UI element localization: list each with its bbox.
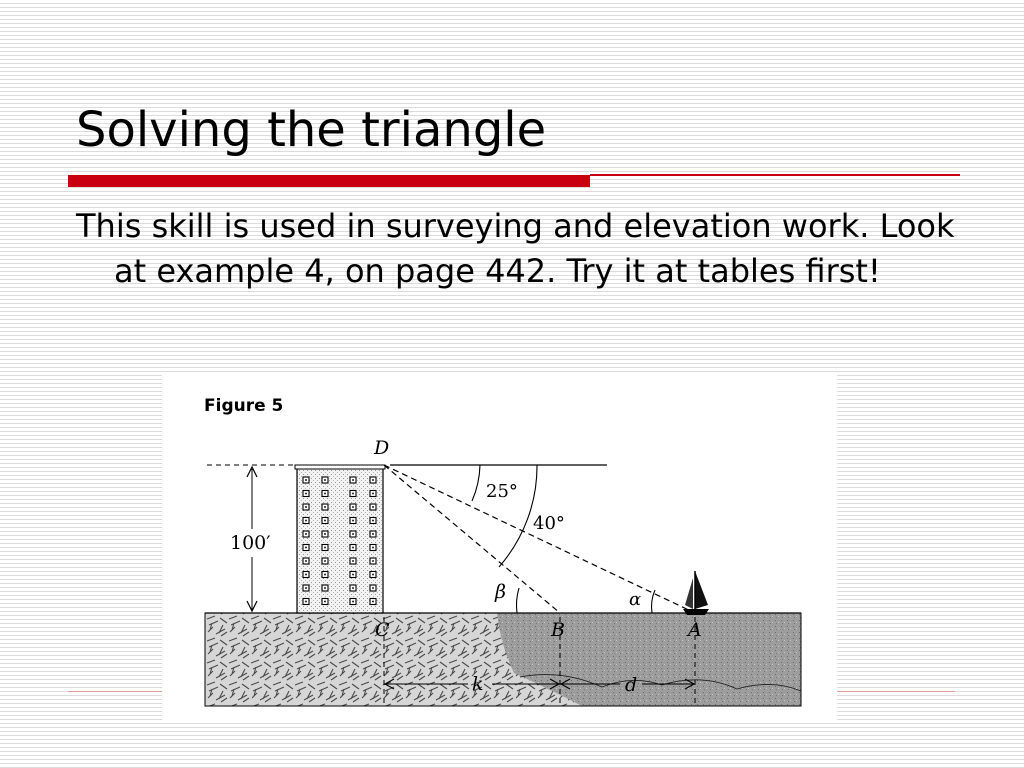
- line-of-sight-a: [384, 465, 695, 613]
- body-text: This skill is used in surveying and elevation work. Look at example 4, on page 442. Try it at tables first!: [76, 207, 955, 290]
- angle-25-label: 25°: [486, 481, 518, 502]
- building-window: [303, 585, 309, 591]
- building-window: [322, 477, 328, 483]
- building-window: [370, 531, 376, 537]
- building-window: [350, 599, 356, 605]
- building-window: [350, 545, 356, 551]
- arc-beta: [516, 588, 519, 613]
- building-window: [303, 599, 309, 605]
- footer-line-left: [68, 691, 162, 692]
- figure-5: [162, 373, 837, 723]
- figure-caption: Figure 5: [204, 396, 284, 416]
- building: [295, 465, 385, 613]
- building-window: [303, 545, 309, 551]
- height-label: 100′: [230, 532, 271, 554]
- building-window: [370, 504, 376, 510]
- building-window: [322, 518, 328, 524]
- building-window: [370, 545, 376, 551]
- point-c-label: C: [375, 619, 390, 641]
- title-underline-thin: [590, 174, 960, 176]
- building-window: [350, 477, 356, 483]
- building-window: [303, 558, 309, 564]
- point-d-label: D: [374, 437, 390, 459]
- building-window: [322, 599, 328, 605]
- building-window: [370, 491, 376, 497]
- building-window: [322, 531, 328, 537]
- building-window: [322, 545, 328, 551]
- building-window: [350, 585, 356, 591]
- building-window: [322, 572, 328, 578]
- point-b-label: B: [551, 619, 565, 641]
- building-window: [370, 477, 376, 483]
- segment-d-label: d: [625, 674, 638, 696]
- building-window: [303, 531, 309, 537]
- building-window: [350, 531, 356, 537]
- building-window: [370, 572, 376, 578]
- angle-alpha-label: α: [629, 589, 642, 610]
- building-window: [303, 504, 309, 510]
- ground: [205, 613, 801, 706]
- building-window: [303, 491, 309, 497]
- building-window: [350, 558, 356, 564]
- building-window: [350, 518, 356, 524]
- building-window: [322, 504, 328, 510]
- building-window: [303, 518, 309, 524]
- angle-40-label: 40°: [533, 513, 565, 534]
- building-window: [322, 491, 328, 497]
- point-a-label: A: [688, 619, 702, 641]
- line-of-sight-b: [384, 465, 560, 613]
- building-window: [370, 558, 376, 564]
- building-window: [350, 504, 356, 510]
- building-window: [370, 585, 376, 591]
- building-window: [350, 491, 356, 497]
- building-window: [303, 477, 309, 483]
- boat-icon: [683, 571, 709, 615]
- building-window: [322, 585, 328, 591]
- footer-line-right: [837, 691, 955, 692]
- arc-25: [472, 465, 480, 501]
- title-underline-thick: [68, 175, 590, 187]
- building-window: [322, 558, 328, 564]
- building-window: [370, 599, 376, 605]
- building-window: [350, 572, 356, 578]
- building-window: [303, 572, 309, 578]
- building-window: [370, 518, 376, 524]
- slide-title: Solving the triangle: [76, 102, 547, 158]
- arc-alpha: [652, 590, 655, 613]
- segment-k-label: k: [472, 673, 484, 695]
- angle-beta-label: β: [495, 581, 506, 603]
